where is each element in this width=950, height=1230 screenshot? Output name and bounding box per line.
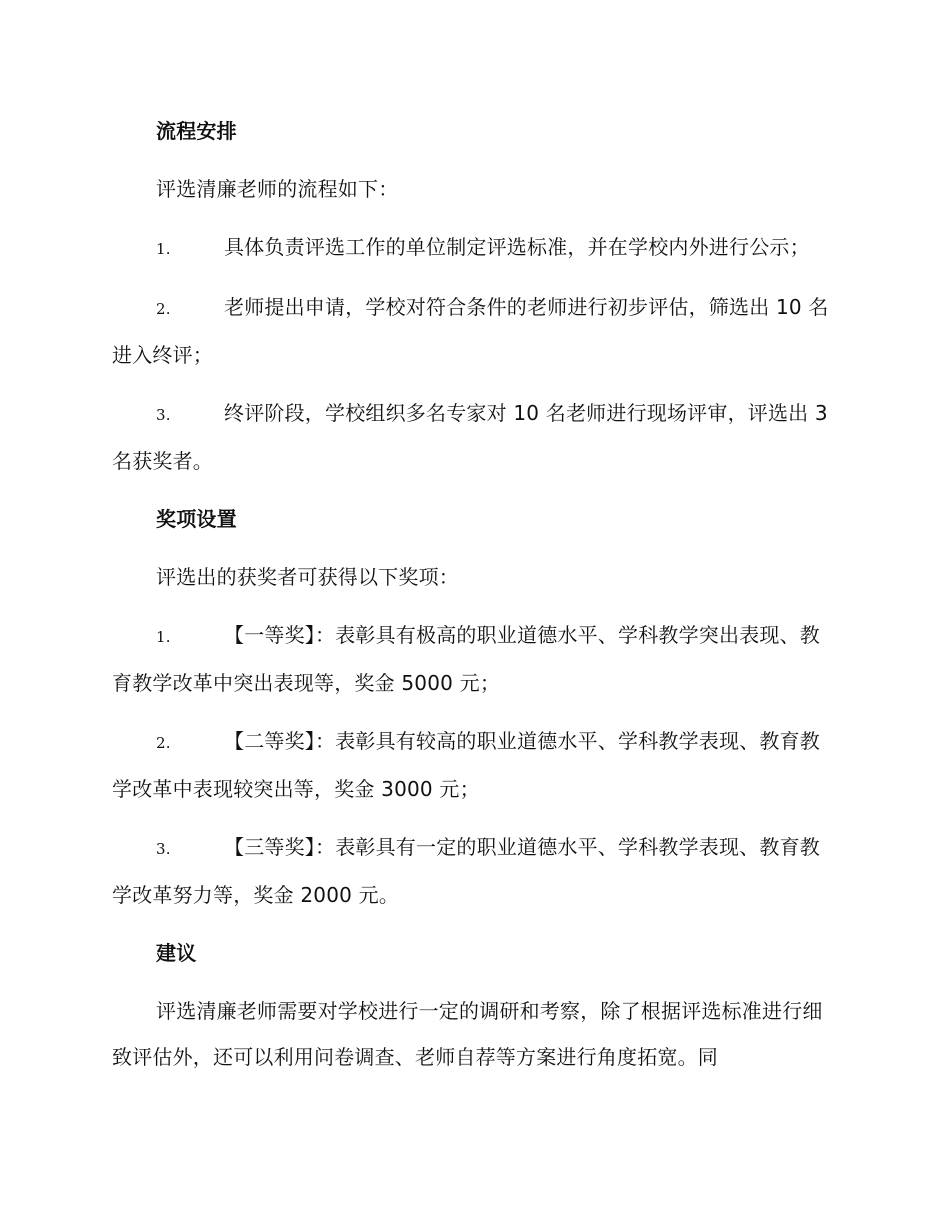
list-text: 终评阶段，学校组织多名专家对 10 名老师进行现场评审，评选出 3 名获奖者。 (112, 401, 828, 473)
list-item (112, 390, 834, 484)
list-text: ：表彰具有一定的职业道德水平、学科教学表现、教育教学改革努力等，奖金 2000 元。 (112, 835, 820, 907)
list-item (112, 284, 834, 378)
list-item (112, 612, 834, 706)
section-intro-awards: 评选出的获奖者可获得以下奖项： (156, 565, 459, 589)
section-intro-process: 评选清廉老师的流程如下： (156, 177, 399, 201)
list-text: ：表彰具有较高的职业道德水平、学科教学表现、教育教学改革中表现较突出等，奖金 3000 元； (112, 729, 820, 801)
document-content (112, 108, 834, 1092)
list-text: 具体负责评选工作的单位制定评选标准，并在学校内外进行公示； (224, 235, 810, 259)
section-heading-suggestion: 建议 (156, 941, 197, 965)
list-item (112, 824, 834, 918)
list-number: 3. (156, 840, 171, 858)
list-number: 2. (156, 300, 171, 318)
section-body-suggestion: 评选清廉老师需要对学校进行一定的调研和考察，除了根据评选标准进行细致评估外，还可以利用问卷调查、老师自荐等方案进行角度拓宽。同 (112, 999, 823, 1069)
list-item (112, 224, 834, 272)
award-name: 【二等奖】 (224, 729, 315, 753)
list-number: 2. (156, 734, 171, 752)
list-number: 1. (156, 628, 171, 646)
list-number: 3. (156, 406, 171, 424)
list-item (112, 718, 834, 812)
award-name: 【三等奖】 (224, 835, 315, 859)
list-text: 老师提出申请，学校对符合条件的老师进行初步评估，筛选出 10 名进入终评； (112, 295, 829, 367)
award-name: 【一等奖】 (224, 623, 315, 647)
list-text: ：表彰具有极高的职业道德水平、学科教学突出表现、教育教学改革中突出表现等，奖金 5000 元； (112, 623, 820, 695)
section-heading-process: 流程安排 (156, 119, 237, 143)
section-heading-awards: 奖项设置 (156, 507, 237, 531)
list-number: 1. (156, 240, 171, 258)
